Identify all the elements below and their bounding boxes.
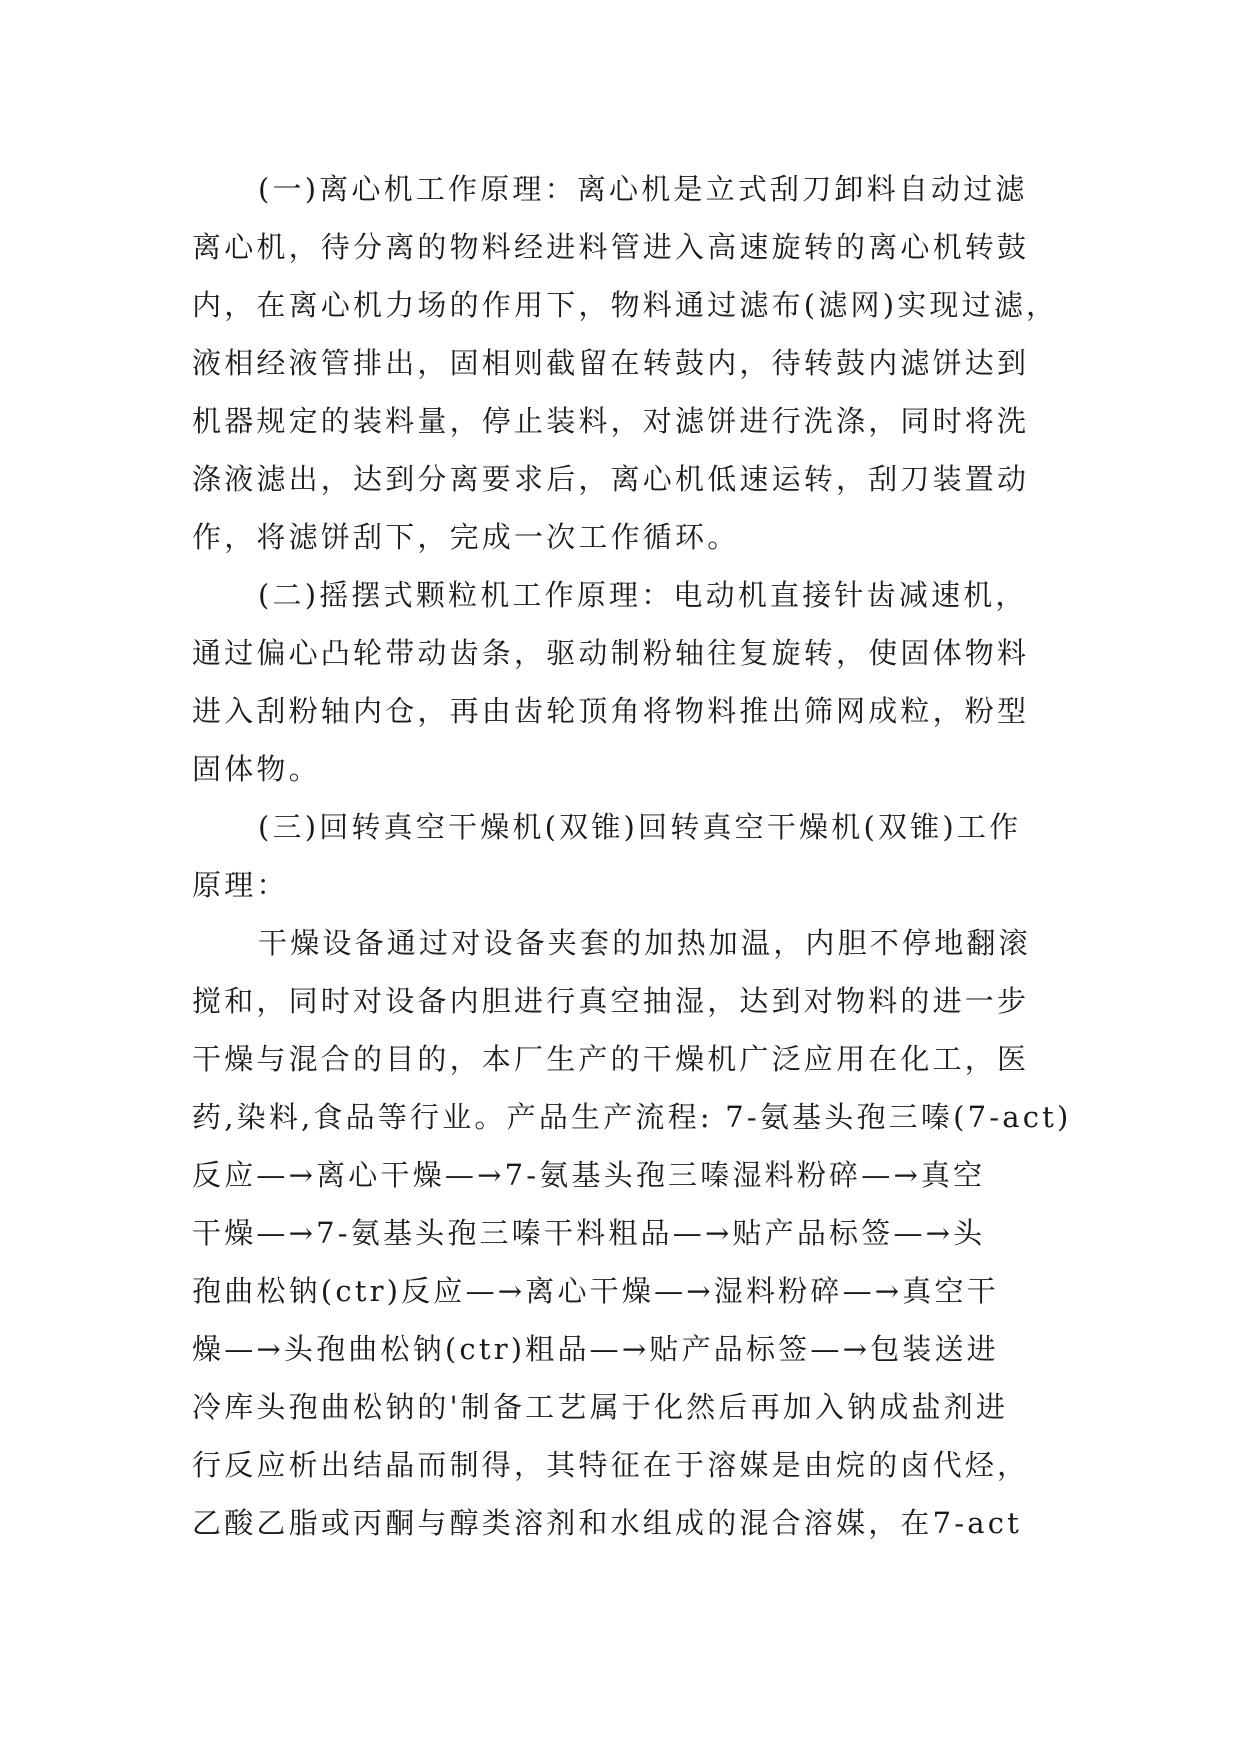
paragraph-centrifuge-line-2: 离心机，待分离的物料经进料管进入高速旋转的离心机转鼓: [192, 230, 1030, 264]
paragraph-centrifuge-line-7: 作，将滤饼刮下，完成一次工作循环。: [192, 520, 740, 554]
paragraph-centrifuge-line-3: 内，在离心机力场的作用下，物料通过滤布(滤网)实现过滤，: [192, 288, 1059, 322]
paragraph-dryer-line-9: 冷库头孢曲松钠的'制备工艺属于化然后再加入钠成盐剂进: [192, 1390, 1009, 1424]
paragraph-granulator-line-2: 通过偏心凸轮带动齿条，驱动制粉轴往复旋转，使固体物料: [192, 636, 1030, 670]
paragraph-dryer-line-5: 反应—→离心干燥—→7-氨基头孢三嗪湿料粉碎—→真空: [192, 1158, 986, 1192]
paragraph-dryer-line-11: 乙酸乙脂或丙酮与醇类溶剂和水组成的混合溶媒，在7-act: [192, 1506, 1023, 1540]
paragraph-centrifuge-line-5: 机器规定的装料量，停止装料，对滤饼进行洗涤，同时将洗: [192, 404, 1030, 438]
paragraph-dryer-line-7: 孢曲松钠(ctr)反应—→离心干燥—→湿料粉碎—→真空干: [192, 1274, 999, 1308]
paragraph-dryer-line-8: 燥—→头孢曲松钠(ctr)粗品—→贴产品标签—→包装送进: [192, 1332, 999, 1366]
paragraph-granulator-line-4: 固体物。: [192, 752, 321, 786]
paragraph-dryer-line-4: 药,染料,食品等行业。产品生产流程: 7-氨基头孢三嗪(7-act): [192, 1100, 1072, 1134]
paragraph-dryer-heading-line-1: (三)回转真空干燥机(双锥)回转真空干燥机(双锥)工作: [258, 810, 1022, 844]
paragraph-centrifuge-line-4: 液相经液管排出，固相则截留在转鼓内，待转鼓内滤饼达到: [192, 346, 1030, 380]
paragraph-dryer-heading-line-2: 原理：: [192, 868, 289, 902]
paragraph-dryer-line-2: 搅和，同时对设备内胆进行真空抽湿，达到对物料的进一步: [192, 984, 1030, 1018]
paragraph-dryer-line-1: 干燥设备通过对设备夹套的加热加温，内胆不停地翻滚: [258, 926, 1031, 960]
paragraph-centrifuge-line-6: 涤液滤出，达到分离要求后，离心机低速运转，刮刀装置动: [192, 462, 1030, 496]
paragraph-granulator-line-1: (二)摇摆式颗粒机工作原理：电动机直接针齿减速机，: [258, 578, 1028, 612]
paragraph-dryer-line-6: 干燥—→7-氨基头孢三嗪干料粗品—→贴产品标签—→头: [192, 1216, 986, 1250]
paragraph-centrifuge-line-1: (一)离心机工作原理：离心机是立式刮刀卸料自动过滤: [258, 172, 1028, 206]
paragraph-dryer-line-10: 行反应析出结晶而制得，其特征在于溶媒是由烷的卤代烃，: [192, 1448, 1030, 1482]
paragraph-dryer-line-3: 干燥与混合的目的，本厂生产的干燥机广泛应用在化工，医: [192, 1042, 1030, 1076]
paragraph-granulator-line-3: 进入刮粉轴内仓，再由齿轮顶角将物料推出筛网成粒，粉型: [192, 694, 1030, 728]
document-page: [192, 160, 1072, 1552]
